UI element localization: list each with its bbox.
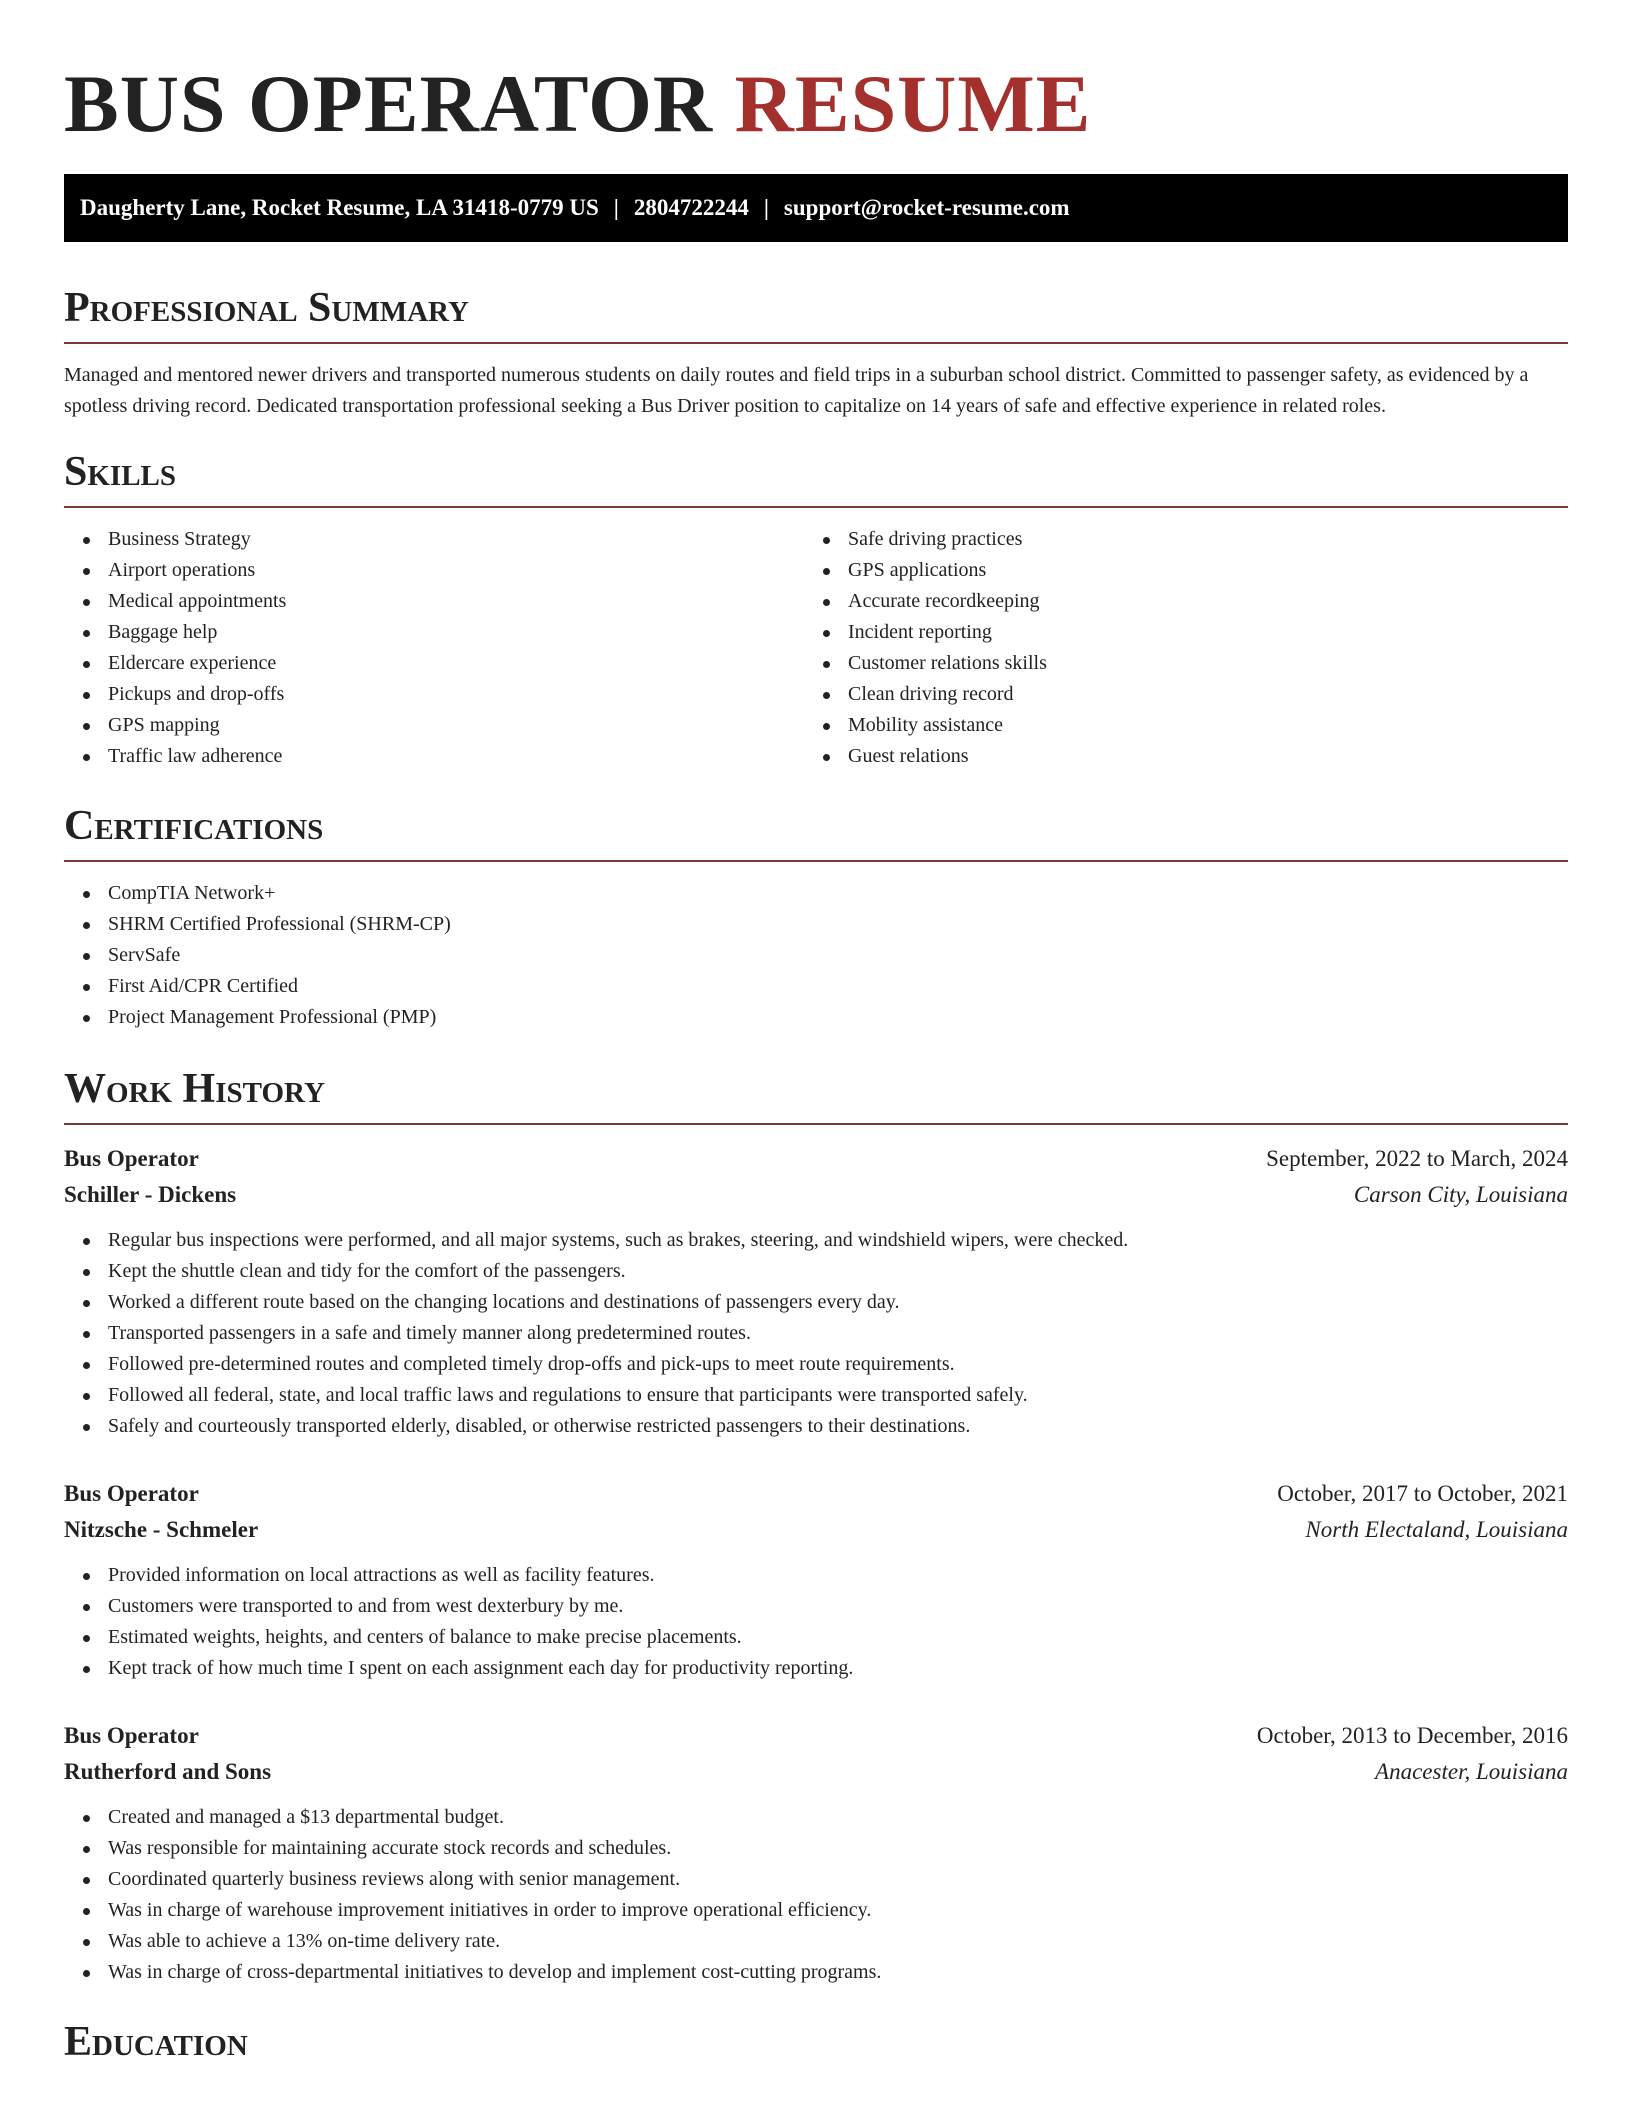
job-company: Rutherford and Sons [64, 1759, 272, 1784]
job-location: Carson City, Louisiana [1353, 1182, 1568, 1207]
skill-item: Mobility assistance [804, 710, 1544, 741]
job-title: Bus Operator [64, 1146, 199, 1171]
job-entry [64, 1141, 1568, 1442]
skills-column-right [804, 524, 1544, 772]
job-duty: Safely and courteously transported elderly, disabled, or otherwise restricted passengers to their destinations. [64, 1411, 1568, 1442]
skill-item: GPS applications [804, 555, 1544, 586]
certification-item: Project Management Professional (PMP) [64, 1002, 1568, 1033]
skills-column-left [64, 524, 804, 772]
skill-item: Baggage help [64, 617, 804, 648]
job-entry [64, 1718, 1568, 1988]
certification-item: First Aid/CPR Certified [64, 971, 1568, 1002]
summary-section [64, 282, 1568, 422]
job-duties-list [64, 1225, 1568, 1442]
job-header-row [64, 1718, 1568, 1754]
certification-item: ServSafe [64, 940, 1568, 971]
job-duty: Customers were transported to and from west dexterbury by me. [64, 1591, 1568, 1622]
skill-item: Medical appointments [64, 586, 804, 617]
certifications-section [64, 800, 1568, 1033]
summary-text: Managed and mentored newer drivers and transported numerous students on daily routes and field trips in a suburban school district. Committed to passenger safety, as evidenced by a spotless driving record. Dedicated transportation professional seeking a Bus Driver position to capitalize on 14 years of safe and effective experience in related roles. [64, 364, 1529, 417]
certification-item: SHRM Certified Professional (SHRM-CP) [64, 909, 1568, 940]
job-duty: Estimated weights, heights, and centers of balance to make precise placements. [64, 1622, 1568, 1653]
job-duty: Followed pre-determined routes and completed timely drop-offs and pick-ups to meet route requirements. [64, 1349, 1568, 1380]
contact-address: Daugherty Lane, Rocket Resume, LA 31418-0779 US [80, 195, 599, 220]
job-entry [64, 1476, 1568, 1684]
job-header-row [64, 1476, 1568, 1512]
resume-page [64, 0, 1568, 2076]
job-company: Schiller - Dickens [64, 1182, 237, 1207]
skill-item: Traffic law adherence [64, 741, 804, 772]
job-dates: October, 2017 to October, 2021 [1277, 1481, 1568, 1506]
skill-item: Accurate recordkeeping [804, 586, 1544, 617]
education-heading: Education [64, 2019, 248, 2065]
job-duty: Was in charge of cross-departmental initiatives to develop and implement cost-cutting programs. [64, 1957, 1568, 1988]
job-duty: Kept the shuttle clean and tidy for the comfort of the passengers. [64, 1256, 1568, 1287]
job-title: Bus Operator [64, 1481, 199, 1506]
summary-heading: Professional Summary [64, 282, 1568, 344]
contact-email: support@rocket-resume.com [783, 195, 1070, 220]
education-section [64, 2016, 1568, 2076]
skill-item: Pickups and drop-offs [64, 679, 804, 710]
job-duty: Was in charge of warehouse improvement initiatives in order to improve operational efficiency. [64, 1895, 1568, 1926]
skill-item: Eldercare experience [64, 648, 804, 679]
job-company-row [64, 1512, 1568, 1548]
skill-item: Incident reporting [804, 617, 1544, 648]
job-company-row [64, 1754, 1568, 1790]
job-duty: Provided information on local attractions as well as facility features. [64, 1560, 1568, 1591]
job-location: North Electaland, Louisiana [1305, 1517, 1568, 1542]
skills-columns [64, 524, 1568, 772]
skill-item: Guest relations [804, 741, 1544, 772]
job-duty: Coordinated quarterly business reviews along with senior management. [64, 1864, 1568, 1895]
page-title [64, 58, 1568, 150]
contact-phone: 2804722244 [633, 195, 749, 220]
job-location: Anacester, Louisiana [1375, 1759, 1568, 1784]
skill-item: Customer relations skills [804, 648, 1544, 679]
job-duty: Followed all federal, state, and local traffic laws and regulations to ensure that participants were transported safely. [64, 1380, 1568, 1411]
skills-list-left [64, 524, 804, 772]
job-duty: Transported passengers in a safe and timely manner along predetermined routes. [64, 1318, 1568, 1349]
certifications-list [64, 878, 1568, 1033]
title-main: BUS OPERATOR [64, 58, 714, 149]
skills-section [64, 446, 1568, 772]
job-duties-list [64, 1560, 1568, 1684]
job-dates: October, 2013 to December, 2016 [1256, 1723, 1568, 1748]
job-company-row [64, 1177, 1568, 1213]
certifications-heading: Certifications [64, 800, 1568, 862]
job-duty: Was responsible for maintaining accurate stock records and schedules. [64, 1833, 1568, 1864]
job-header-row [64, 1141, 1568, 1177]
skill-item: Airport operations [64, 555, 804, 586]
contact-bar [64, 174, 1568, 242]
job-title: Bus Operator [64, 1723, 199, 1748]
work-history-section [64, 1063, 1568, 1988]
skills-list-right [804, 524, 1544, 772]
contact-separator: | [613, 195, 619, 220]
skill-item: Clean driving record [804, 679, 1544, 710]
skill-item: Business Strategy [64, 524, 804, 555]
job-duty: Worked a different route based on the changing locations and destinations of passengers every day. [64, 1287, 1568, 1318]
job-duty: Was able to achieve a 13% on-time delivery rate. [64, 1926, 1568, 1957]
job-duty: Created and managed a $13 departmental budget. [64, 1802, 1568, 1833]
contact-separator: | [763, 195, 769, 220]
job-duty: Kept track of how much time I spent on each assignment each day for productivity reporting. [64, 1653, 1568, 1684]
job-duty: Regular bus inspections were performed, and all major systems, such as brakes, steering, and windshield wipers, were checked. [64, 1225, 1568, 1256]
job-duties-list [64, 1802, 1568, 1988]
title-accent: RESUME [734, 58, 1092, 149]
skill-item: Safe driving practices [804, 524, 1544, 555]
work-history-heading: Work History [64, 1063, 1568, 1125]
skills-heading: Skills [64, 446, 1568, 508]
job-dates: September, 2022 to March, 2024 [1266, 1146, 1568, 1171]
skill-item: GPS mapping [64, 710, 804, 741]
job-company: Nitzsche - Schmeler [64, 1517, 259, 1542]
certification-item: CompTIA Network+ [64, 878, 1568, 909]
